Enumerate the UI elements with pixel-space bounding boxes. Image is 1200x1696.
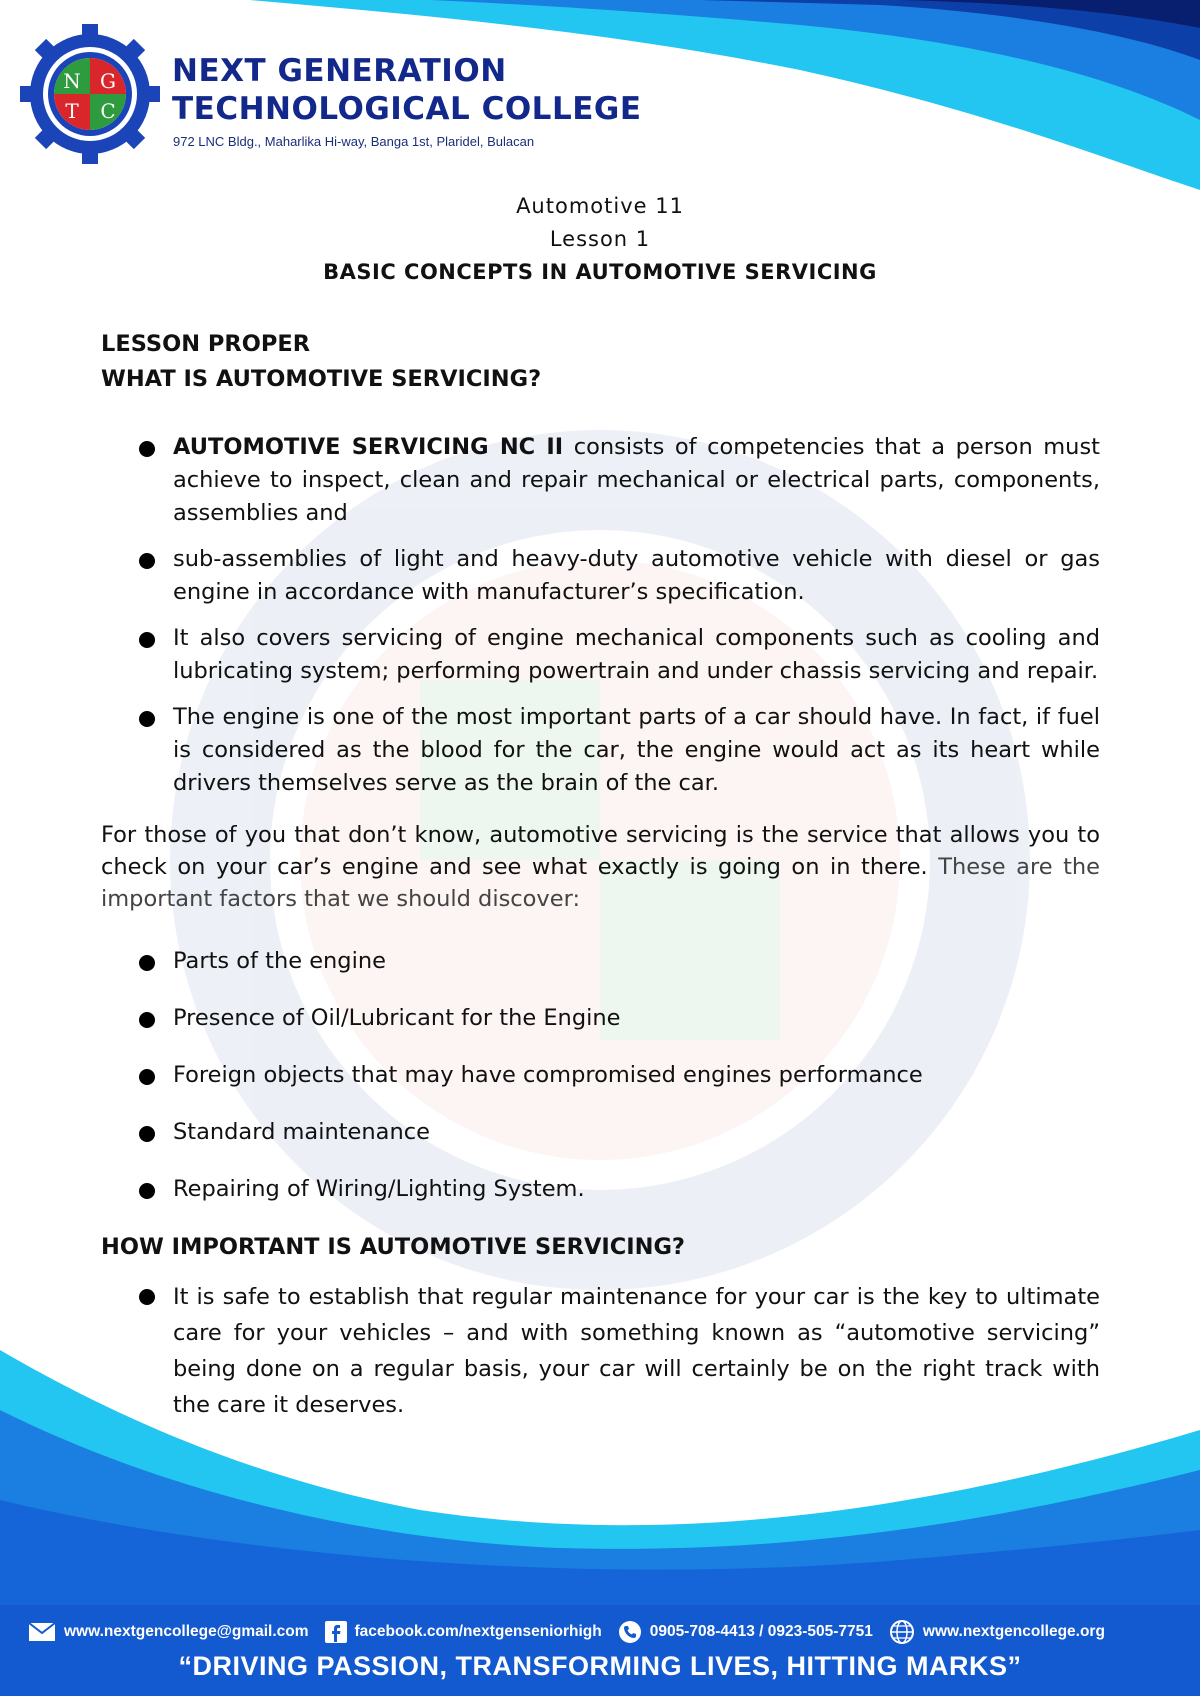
bullet-text: sub-assemblies of light and heavy-duty automotive vehicle with diesel or gas engine in accordance with manufacturer’s specification. [173,546,1100,605]
college-logo [20,24,160,164]
bullet-bold-term: AUTOMOTIVE SERVICING NC II [173,434,564,460]
list-item: Foreign objects that may have compromised engines performance [101,1059,1100,1092]
lesson-content [101,327,1100,1423]
footer-email[interactable] [28,1622,309,1642]
footer-email-text: www.nextgencollege@gmail.com [64,1623,309,1640]
section-what-is: WHAT IS AUTOMOTIVE SERVICING? [101,366,542,392]
svg-text:T: T [65,99,79,123]
phone-icon [618,1620,642,1644]
list-item: Standard maintenance [101,1116,1100,1149]
importance-bullet-list [101,1279,1100,1423]
list-item: It is safe to establish that regular maintenance for your car is the key to ultimate care for your vehicles – and with something known as “automotive servicing” being done on a regular basis, your car will certainly be on the right track with the care it deserves. [101,1279,1100,1423]
svg-text:G: G [100,69,116,93]
footer-website[interactable] [889,1619,1105,1645]
footer-motto: “DRIVING PASSION, TRANSFORMING LIVES, HITTING MARKS” [178,1651,1022,1681]
bullet-text: It also covers servicing of engine mechanical components such as cooling and lubricating system; performing powertrain and under chassis servicing and repair. [173,625,1100,684]
paragraph-main: For those of you that don’t know, automotive servicing is the service that allows you to check on your car’s engine and see what exactly is going on in there. [101,822,1100,880]
svg-text:N: N [63,69,81,93]
list-item [101,622,1100,688]
paragraph-factors-intro: These are the important factors that we should discover: [101,854,1101,912]
footer-facebook-text: facebook.com/nextgenseniorhigh [354,1623,602,1640]
footer-website-text: www.nextgencollege.org [922,1623,1105,1640]
college-name [172,52,642,128]
college-name-line2: TECHNOLOGICAL COLLEGE [172,91,642,127]
intro-bullet-list [101,431,1100,800]
lesson-heading [0,190,1200,289]
bullet-text: consists of competencies that a person must achieve to inspect, clean and repair mechanical or electrical parts, components, assemblies and [173,434,1100,526]
footer-contacts [0,1614,1200,1650]
footer-phone-text: 0905-708-4413 / 0923-505-7751 [649,1623,873,1640]
course-name: Automotive 11 [516,194,684,218]
bullet-text: The engine is one of the most important parts of a car should have. In fact, if fuel is considered as the blood for the car, the engine would act as its heart while drivers themselves serve as the brain of the car. [173,704,1100,796]
college-address: 972 LNC Bldg., Maharlika Hi-way, Banga 1st, Plaridel, Bulacan [173,134,535,149]
section-lesson-proper: LESSON PROPER [101,331,311,357]
facebook-icon [325,1621,347,1643]
svg-text:C: C [100,99,116,123]
globe-icon [889,1619,915,1645]
list-item: Repairing of Wiring/Lighting System. [101,1173,1100,1206]
list-item [101,701,1100,800]
section-how-important: HOW IMPORTANT IS AUTOMOTIVE SERVICING? [101,1234,685,1260]
lesson-title: BASIC CONCEPTS IN AUTOMOTIVE SERVICING [323,260,877,284]
list-item: Parts of the engine [101,945,1100,978]
list-item [101,543,1100,609]
factors-list [101,945,1100,1206]
footer-phone[interactable] [618,1620,873,1644]
footer-facebook[interactable] [325,1621,602,1643]
intro-paragraph [101,819,1100,915]
list-item [101,431,1100,530]
list-item: Presence of Oil/Lubricant for the Engine [101,1002,1100,1035]
lesson-number: Lesson 1 [549,227,651,251]
college-name-line1: NEXT GENERATION [172,53,507,89]
envelope-icon [28,1622,56,1642]
